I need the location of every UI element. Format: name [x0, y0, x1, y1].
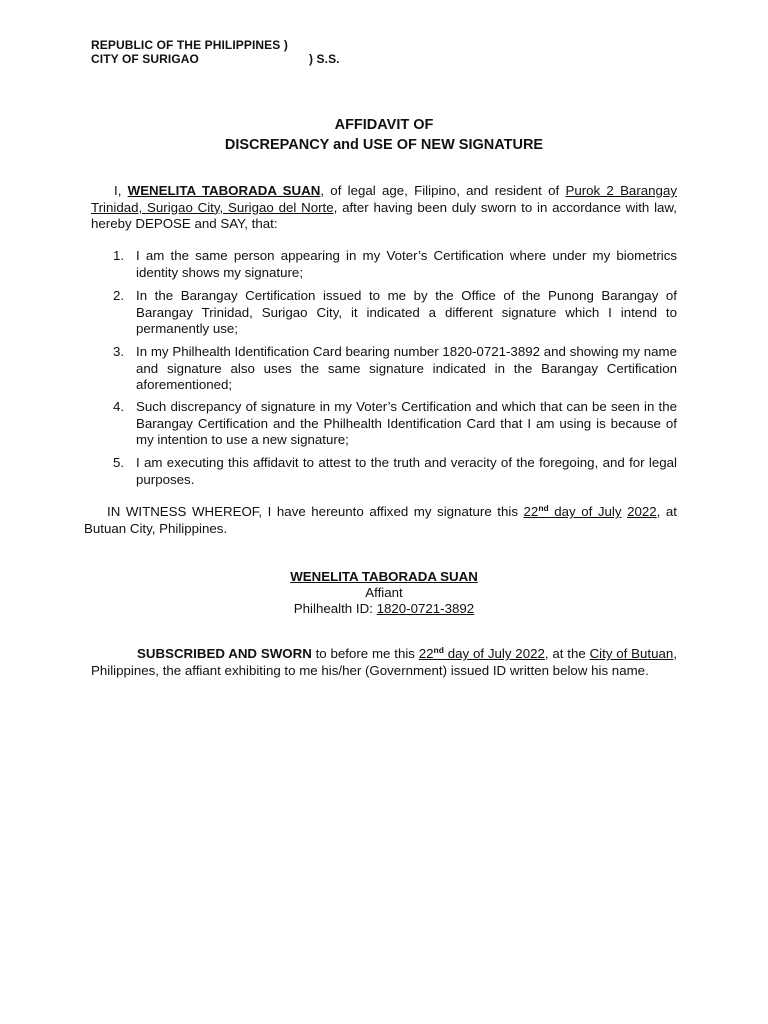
- affiant-address: Purok 2 Barangay Trinidad, Surigao City, Surigao del Norte: [91, 183, 677, 215]
- list-item-number: 2.: [113, 288, 125, 303]
- list-item-number: 5.: [113, 455, 125, 470]
- list-item: [113, 344, 677, 394]
- list-item-text: Such discrepancy of signature in my Voter’s Certification and which that can be seen in the Barangay Certification and the Philhealth Identification Card that I am using is because of my intention to use a new signature;: [136, 399, 677, 448]
- list-item-text: In my Philhealth Identification Card bearing number 1820-0721-3892 and showing my name and signature also uses the same signature indicated in the Barangay Certification aforementioned;: [136, 344, 677, 393]
- witness-lead: IN WITNESS WHEREOF, I have hereunto affixed my signature this: [107, 504, 524, 519]
- intro-paragraph: [91, 183, 677, 233]
- list-item: [113, 288, 677, 338]
- jurat-text-1: to before me this: [311, 646, 419, 661]
- signature-block: [0, 569, 768, 617]
- jurat-month-year: day of July 2022: [443, 646, 545, 661]
- venue-city: CITY OF SURIGAO: [91, 52, 199, 66]
- jurat-text-2: , at the: [544, 646, 590, 661]
- venue-ss: ) S.S.: [309, 52, 340, 66]
- jurat-day-suffix: nd: [433, 645, 444, 655]
- witness-day-suffix: nd: [538, 503, 549, 513]
- list-item-number: 3.: [113, 344, 125, 359]
- intro-tail: , after having been duly sworn to in accordance with law, hereby DEPOSE and SAY, that:: [91, 199, 677, 232]
- list-item: [113, 248, 677, 281]
- title-line-1: AFFIDAVIT OF: [334, 117, 434, 133]
- list-item-number: 4.: [113, 399, 125, 414]
- witness-paragraph: [84, 504, 677, 537]
- venue-line-1: REPUBLIC OF THE PHILIPPINES ): [91, 38, 288, 52]
- list-item-text: I am the same person appearing in my Voter’s Certification where under my biometrics identity shows my signature;: [136, 248, 677, 280]
- witness-date: [524, 504, 622, 519]
- intro-lead: I,: [114, 183, 128, 198]
- jurat-day: 22: [418, 646, 434, 661]
- jurat-lead: SUBSCRIBED AND SWORN: [137, 646, 312, 661]
- signatory-id: [0, 601, 768, 617]
- list-item-number: 1.: [113, 248, 125, 263]
- signatory-role: Affiant: [365, 585, 403, 600]
- witness-year: 2022: [627, 504, 657, 519]
- venue-line-2: [91, 52, 340, 66]
- affiant-name: WENELITA TABORADA SUAN: [127, 183, 321, 198]
- witness-tail: , at Butuan City, Philippines.: [84, 504, 677, 536]
- jurat-date: [419, 646, 545, 661]
- venue-header: [91, 38, 340, 66]
- list-item: [113, 399, 677, 449]
- id-label: Philhealth ID:: [293, 601, 377, 616]
- jurat-tail: , Philippines, the affiant exhibiting to me his/her (Government) issued ID written below his name.: [91, 646, 677, 678]
- document-title: [0, 115, 768, 155]
- list-item: [113, 455, 677, 488]
- jurat-place: City of Butuan: [589, 646, 674, 661]
- list-item-text: I am executing this affidavit to attest to the truth and veracity of the foregoing, and for legal purposes.: [136, 455, 677, 487]
- intro-mid: , of legal age, Filipino, and resident of: [320, 183, 566, 198]
- jurat-paragraph: [91, 646, 677, 679]
- witness-month: day of July: [548, 504, 622, 519]
- title-line-2: DISCREPANCY and USE OF NEW SIGNATURE: [224, 137, 544, 153]
- signatory-name: WENELITA TABORADA SUAN: [290, 569, 478, 584]
- witness-day: 22: [523, 504, 539, 519]
- id-number: 1820-0721-3892: [376, 601, 475, 616]
- list-item-text: In the Barangay Certification issued to me by the Office of the Punong Barangay of Barangay Trinidad, Surigao City, it indicated a different signature which I intend to permanently use;: [136, 288, 677, 337]
